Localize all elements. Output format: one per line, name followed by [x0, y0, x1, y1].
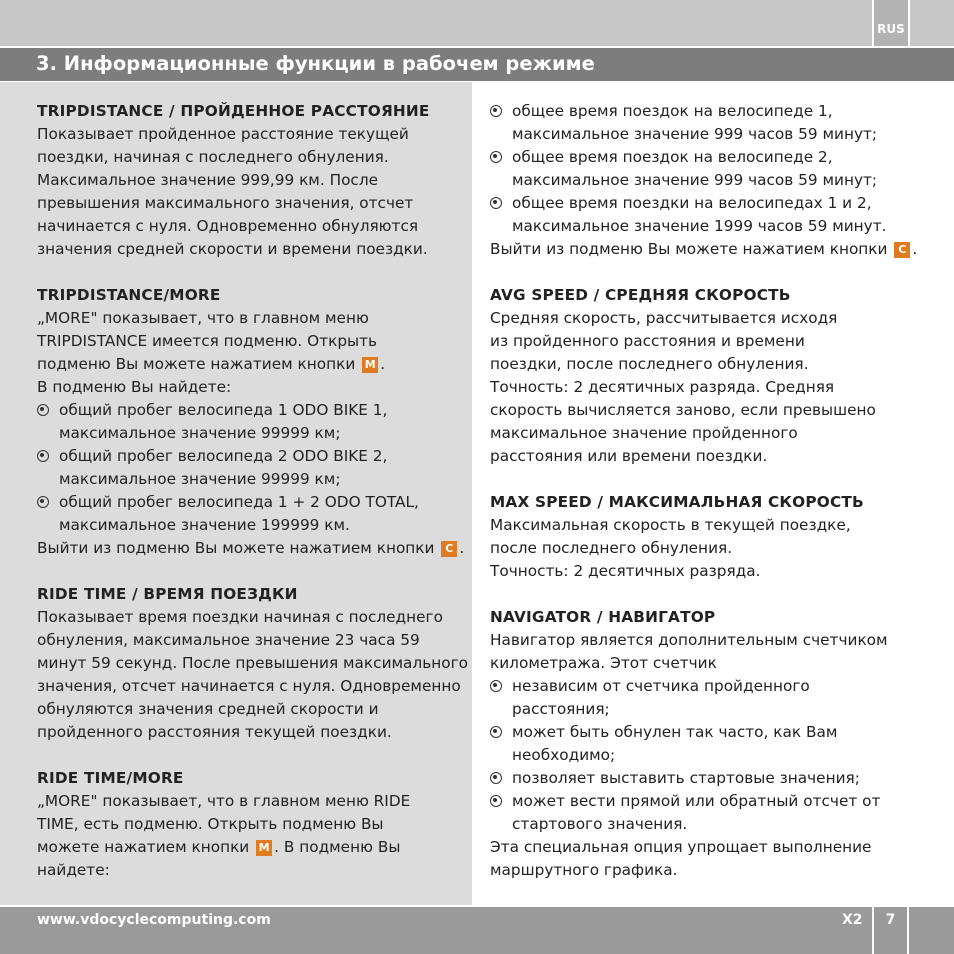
list-item: [490, 100, 950, 146]
text-line: может быть обнулен так часто, как Вам: [512, 723, 838, 741]
text-line: общий пробег велосипеда 1 + 2 ODO TOTAL,: [59, 493, 419, 511]
circled-dot-bullet-icon: [37, 450, 49, 462]
text-line: максимальное значение 99999 км;: [59, 470, 341, 488]
language-tab: [872, 0, 910, 46]
text-line: TIME, есть подменю. Открыть подменю Вы: [37, 815, 384, 833]
text-line: Точность: 2 десятичных разряда. Средняя: [490, 378, 835, 396]
text-fragment: подменю Вы можете нажатием кнопки: [37, 355, 361, 373]
text-line: общее время поездок на велосипеде 1,: [512, 102, 833, 120]
text-fragment: Выйти из подменю Вы можете нажатием кнопки: [490, 240, 893, 258]
text-fragment: .: [380, 355, 386, 373]
circled-dot-bullet-icon: [490, 151, 502, 163]
circled-dot-bullet-icon: [490, 726, 502, 738]
circled-dot-bullet-icon: [37, 404, 49, 416]
text-line: превышения максимального значения, отсчет: [37, 194, 414, 212]
text-fragment: .: [912, 240, 918, 258]
text-line: позволяет выставить стартовые значения;: [512, 769, 860, 787]
text-line: максимальное значение пройденного: [490, 424, 798, 442]
text-line: В подменю Вы найдете:: [37, 378, 232, 396]
text-line: необходимо;: [512, 746, 616, 764]
ride-time-heading: RIDE TIME / ВРЕМЯ ПОЕЗДКИ: [37, 585, 298, 603]
right-column: [472, 82, 954, 905]
circled-dot-bullet-icon: [490, 795, 502, 807]
list-item: [490, 146, 950, 192]
c-key-icon: C: [894, 242, 910, 258]
c-key-icon: C: [441, 541, 457, 557]
avg-speed-heading: AVG SPEED / СРЕДНЯЯ СКОРОСТЬ: [490, 286, 791, 304]
list-item: [490, 767, 950, 790]
text-line: Максимальная скорость в текущей поездке,: [490, 516, 851, 534]
text-line: обнуления, максимальное значение 23 часа 59: [37, 631, 420, 649]
text-line: поездки, начиная с последнего обнуления.: [37, 148, 389, 166]
text-line: общий пробег велосипеда 1 ODO BIKE 1,: [59, 401, 388, 419]
text-line: начинается с нуля. Одновременно обнуляются: [37, 217, 419, 235]
text-fragment: . В подменю Вы: [274, 838, 401, 856]
list-item: [37, 445, 465, 491]
text-fragment: Выйти из подменю Вы можете нажатием кнопки: [37, 539, 440, 557]
left-column: [0, 82, 472, 905]
text-line: обнуляются значения средней скорости и: [37, 700, 379, 718]
text-line: скорость вычисляется заново, если превышено: [490, 401, 876, 419]
list-item: [490, 192, 950, 238]
tripdistance-heading: TRIPDISTANCE / ПРОЙДЕННОЕ РАССТОЯНИЕ: [37, 102, 430, 120]
text-line: километража. Этот счетчик: [490, 654, 717, 672]
text-line: общий пробег велосипеда 2 ODO BIKE 2,: [59, 447, 388, 465]
circled-dot-bullet-icon: [490, 197, 502, 209]
circled-dot-bullet-icon: [490, 680, 502, 692]
text-line: расстояния;: [512, 700, 610, 718]
list-item: [490, 790, 950, 836]
text-line: „MORE" показывает, что в главном меню: [37, 309, 369, 327]
text-line: максимальное значение 99999 км;: [59, 424, 341, 442]
text-line: может вести прямой или обратный отсчет от: [512, 792, 881, 810]
footer-bar: [0, 907, 954, 954]
text-line: Навигатор является дополнительным счетчиком: [490, 631, 888, 649]
section-title-bar: [0, 48, 954, 81]
text-line: [490, 238, 950, 261]
text-line: максимальное значение 999 часов 59 минут;: [512, 125, 878, 143]
text-line: стартового значения.: [512, 815, 688, 833]
list-item: [490, 675, 950, 721]
text-line: минут 59 секунд. После превышения максимального: [37, 654, 468, 672]
text-line: общее время поездки на велосипедах 1 и 2,: [512, 194, 872, 212]
list-item: [37, 491, 465, 537]
footer-divider: [907, 907, 909, 954]
tripdistance-more-heading: TRIPDISTANCE/MORE: [37, 286, 221, 304]
text-line: максимальное значение 1999 часов 59 минут.: [512, 217, 887, 235]
navigator-heading: NAVIGATOR / НАВИГАТОР: [490, 608, 716, 626]
header-bar: [0, 0, 954, 46]
text-line: Точность: 2 десятичных разряда.: [490, 562, 761, 580]
circled-dot-bullet-icon: [37, 496, 49, 508]
text-line: максимальное значение 199999 км.: [59, 516, 350, 534]
text-line: Показывает время поездки начиная с последнего: [37, 608, 443, 626]
language-label: RUS: [877, 22, 905, 36]
text-fragment: можете нажатием кнопки: [37, 838, 255, 856]
list-item: [37, 399, 465, 445]
text-line: найдете:: [37, 861, 110, 879]
text-line: Средняя скорость, рассчитывается исходя: [490, 309, 838, 327]
text-line: значения, отсчет начинается с нуля. Одновременно: [37, 677, 461, 695]
text-line: общее время поездок на велосипеде 2,: [512, 148, 833, 166]
footer-model-label: X2: [842, 912, 863, 928]
ride-time-more-heading: RIDE TIME/MORE: [37, 769, 184, 787]
text-line: после последнего обнуления.: [490, 539, 733, 557]
text-line: значения средней скорости и времени поездки.: [37, 240, 428, 258]
text-line: [37, 353, 465, 376]
page-number: 7: [885, 912, 896, 928]
text-line: TRIPDISTANCE имеется подменю. Открыть: [37, 332, 378, 350]
max-speed-heading: MAX SPEED / МАКСИМАЛЬНАЯ СКОРОСТЬ: [490, 493, 864, 511]
section-title: 3. Информационные функции в рабочем режиме: [36, 52, 595, 75]
footer-url-link[interactable]: www.vdocyclecomputing.com: [37, 912, 271, 928]
text-line: [37, 836, 465, 859]
list-item: [490, 721, 950, 767]
text-line: максимальное значение 999 часов 59 минут;: [512, 171, 878, 189]
text-line: [37, 537, 465, 560]
text-line: независим от счетчика пройденного: [512, 677, 810, 695]
text-line: пройденного расстояния текущей поездки.: [37, 723, 392, 741]
text-line: Эта специальная опция упрощает выполнение: [490, 838, 872, 856]
text-line: маршрутного графика.: [490, 861, 678, 879]
m-key-icon: M: [256, 840, 272, 856]
text-line: Максимальное значение 999,99 км. После: [37, 171, 379, 189]
text-line: из пройденного расстояния и времени: [490, 332, 805, 350]
text-line: поездки, после последнего обнуления.: [490, 355, 809, 373]
text-line: „MORE" показывает, что в главном меню RIDE: [37, 792, 411, 810]
m-key-icon: M: [362, 357, 378, 373]
circled-dot-bullet-icon: [490, 105, 502, 117]
text-fragment: .: [459, 539, 465, 557]
circled-dot-bullet-icon: [490, 772, 502, 784]
text-line: Показывает пройденное расстояние текущей: [37, 125, 409, 143]
text-line: расстояния или времени поездки.: [490, 447, 768, 465]
